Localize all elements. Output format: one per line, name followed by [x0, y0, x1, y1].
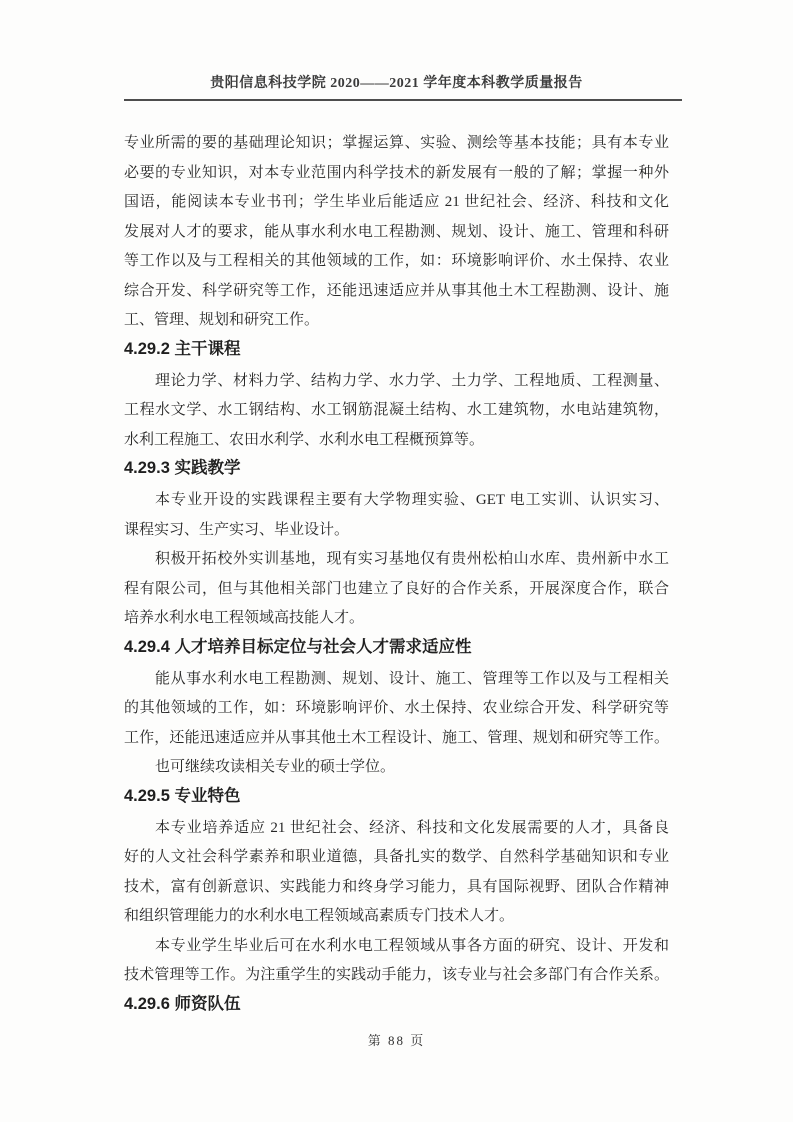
- section-heading-4-29-6: 4.29.6 师资队伍: [124, 994, 241, 1013]
- paragraph-training-objectives-continued: [124, 129, 669, 336]
- page-number: 第 88 页: [367, 1033, 426, 1048]
- text-line: 水利工程施工、农田水利学、水利水电工程概预算等。: [124, 431, 485, 448]
- paragraph-training-bases: [124, 545, 669, 634]
- text-line: 工作，还能迅速适应并从事其他土木工程设计、施工、管理、规划和研究等工作。: [124, 729, 669, 746]
- section-heading-4-29-3: 4.29.3 实践教学: [124, 459, 241, 477]
- text-line: 发展对人才的要求，能从事水利水电工程勘测、规划、设计、施工、管理和科研: [124, 223, 669, 240]
- text-line: 本专业培养适应 21 世纪社会、经济、科技和文化发展需要的人才，具备良: [155, 819, 669, 836]
- section-heading-4-29-5: 4.29.5 专业特色: [124, 786, 241, 805]
- text-line: 本专业学生毕业后可在水利水电工程领域从事各方面的研究、设计、开发和: [155, 937, 669, 954]
- text-line: 国语，能阅读本专业书刊；学生毕业后能适应 21 世纪社会、经济、科技和文化: [124, 194, 669, 210]
- text-line: 积极开拓校外实训基地，现有实习基地仅有贵州松柏山水库、贵州新中水工: [155, 551, 669, 567]
- text-line: 本专业开设的实践课程主要有大学物理实验、GET 电工实训、认识实习、: [155, 492, 669, 508]
- text-line: 工、管理、规划和研究工作。: [124, 312, 320, 328]
- text-line: 程有限公司，但与其他相关部门也建立了良好的合作关系，开展深度合作，联合: [124, 580, 669, 597]
- paragraph-major-features: [124, 814, 669, 932]
- text-line: 和组织管理能力的水利水电工程领域高素质专门技术人才。: [124, 908, 515, 924]
- text-line: 技术管理等工作。为注重学生的实践动手能力，该专业与社会多部门有合作关系。: [124, 967, 669, 983]
- document-body: [124, 129, 669, 1015]
- text-line: 理论力学、材料力学、结构力学、水力学、土力学、工程地质、工程测量、: [155, 372, 669, 389]
- paragraph-career-prospects: [124, 932, 669, 991]
- text-line: 好的人文社会科学素养和职业道德，具备扎实的数学、自然科学基础知识和专业: [124, 849, 669, 865]
- paragraph-graduate-study: [124, 753, 669, 783]
- paragraph-talent-demand: [124, 665, 669, 754]
- report-header-title: 贵阳信息科技学院 2020——2021 学年度本科教学质量报告: [210, 76, 583, 91]
- text-line: 也可继续攻读相关专业的硕士学位。: [155, 759, 396, 775]
- text-line: 课程实习、生产实习、毕业设计。: [124, 521, 350, 538]
- text-line: 培养水利水电工程领域高技能人才。: [124, 610, 365, 626]
- text-line: 必要的专业知识，对本专业范围内科学技术的新发展有一般的了解；掌握一种外: [124, 164, 669, 181]
- text-line: 综合开发、科学研究等工作，还能迅速适应并从事其他土木工程勘测、设计、施: [124, 282, 669, 299]
- header-rule: [124, 99, 682, 101]
- page-header: [0, 0, 793, 101]
- text-line: 专业所需的要的基础理论知识；掌握运算、实验、测绘等基本技能；具有本专业: [124, 135, 669, 151]
- text-line: 工程水文学、水工钢结构、水工钢筋混凝土结构、水工建筑物，水电站建筑物，: [124, 402, 669, 418]
- text-line: 技术，富有创新意识、实践能力和终身学习能力，具有国际视野、团队合作精神: [124, 878, 669, 895]
- paragraph-practice-courses: [124, 486, 669, 545]
- text-line: 能从事水利水电工程勘测、规划、设计、施工、管理等工作以及与工程相关: [155, 670, 669, 687]
- section-heading-4-29-2: 4.29.2 主干课程: [124, 339, 241, 358]
- text-line: 等工作以及与工程相关的其他领域的工作，如：环境影响评价、水土保持、农业: [124, 253, 669, 269]
- text-line: 的其他领域的工作，如：环境影响评价、水土保持、农业综合开发、科学研究等: [124, 700, 669, 716]
- paragraph-core-courses: [124, 367, 669, 456]
- section-heading-4-29-4: 4.29.4 人才培养目标定位与社会人才需求适应性: [124, 637, 472, 656]
